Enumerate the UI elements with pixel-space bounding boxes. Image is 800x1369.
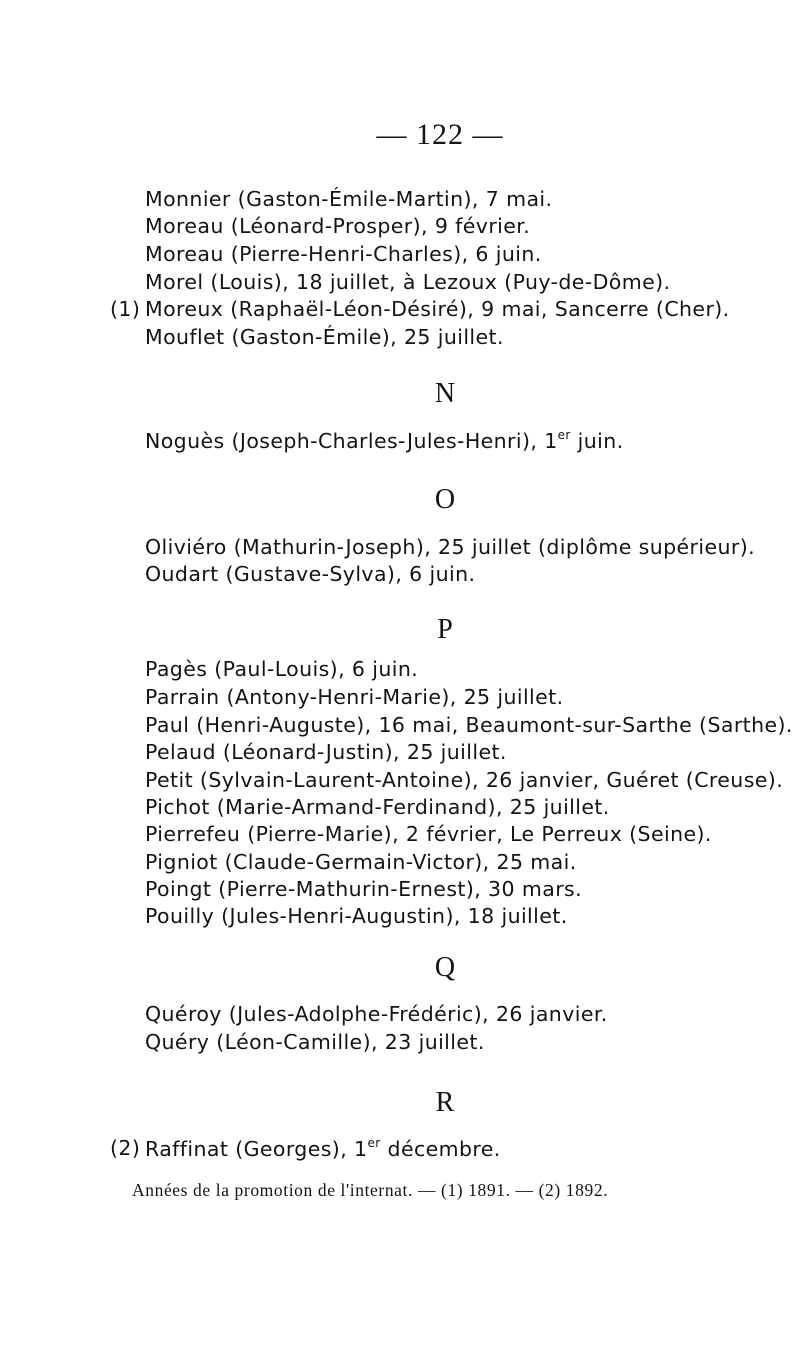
entry-text: Moreux (Raphaël-Léon-Désiré), 9 mai, Sancerre (Cher). [145,297,730,321]
register-entry [145,187,552,211]
register-entry [145,214,530,238]
entry-text: Moreau (Léonard-Prosper), 9 février. [145,214,531,238]
section-letter: R [435,1087,455,1118]
footnote-marker: (1) [110,297,141,321]
register-entry [145,428,624,453]
register-entry [145,795,610,819]
entry-text: Parrain (Antony-Henri-Marie), 25 juillet. [145,685,564,709]
ordinal-suffix: er [367,1136,381,1150]
entry-text-end: décembre. [380,1137,501,1161]
register-entry [145,768,783,792]
register-entry [145,850,577,874]
section-letter: N [434,378,456,409]
register-entry [145,562,475,586]
entry-text: Pigniot (Claude-Germain-Victor), 25 mai. [145,850,577,874]
entry-text: Pichot (Marie-Armand-Ferdinand), 25 juillet. [145,795,610,819]
register-entry [145,904,568,928]
register-entry [110,297,730,321]
entry-text: Moreau (Pierre-Henri-Charles), 6 juin. [145,242,542,266]
register-entry [145,685,564,709]
entry-text-end: juin. [570,429,624,453]
footnote-marker: (2) [110,1136,141,1160]
register-entry [145,740,507,764]
entry-text: Monnier (Gaston-Émile-Martin), 7 mai. [145,187,553,211]
entry-text: Morel (Louis), 18 juillet, à Lezoux (Puy-de-Dôme). [145,270,671,294]
footnote: Années de la promotion de l'internat. — (1) 1891. — (2) 1892. [132,1180,609,1200]
entry-text: Paul (Henri-Auguste), 16 mai, Beaumont-sur-Sarthe (Sarthe). [145,713,793,737]
entry-text: Pierrefeu (Pierre-Marie), 2 février, Le Perreux (Seine). [145,822,712,846]
entry-text: Pouilly (Jules-Henri-Augustin), 18 juillet. [145,904,568,928]
entry-text: Quéry (Léon-Camille), 23 juillet. [145,1030,485,1054]
section-letter: O [434,484,456,515]
section-letter: P [437,614,453,645]
entry-text: Raffinat (Georges), 1 [145,1137,368,1161]
register-entry [145,822,712,846]
entry-text: Oudart (Gustave-Sylva), 6 juin. [145,562,476,586]
section-letter: Q [434,952,456,983]
entry-text: Poingt (Pierre-Mathurin-Ernest), 30 mars. [145,877,583,901]
entry-text: Petit (Sylvain-Laurent-Antoine), 26 janvier, Guéret (Creuse). [145,768,784,792]
entry-text: Noguès (Joseph-Charles-Jules-Henri), 1 [145,429,558,453]
page-number: — 122 — [376,118,504,151]
entry-text: Pagès (Paul-Louis), 6 juin. [145,657,419,681]
register-entry [145,877,582,901]
entry-text: Pelaud (Léonard-Justin), 25 juillet. [145,740,507,764]
register-entry [145,657,418,681]
register-entry [110,1136,501,1161]
entry-text: Quéroy (Jules-Adolphe-Frédéric), 26 janvier. [145,1002,608,1026]
register-entry [145,270,670,294]
register-entry [145,1030,485,1054]
entry-text: Oliviéro (Mathurin-Joseph), 25 juillet (diplôme supérieur). [145,535,756,559]
register-entry [145,535,755,559]
register-entry [145,242,542,266]
register-entry [145,325,504,349]
register-entry [145,1002,608,1026]
register-entry [145,713,793,737]
entry-text: Mouflet (Gaston-Émile), 25 juillet. [145,325,504,349]
ordinal-suffix: er [557,428,571,442]
